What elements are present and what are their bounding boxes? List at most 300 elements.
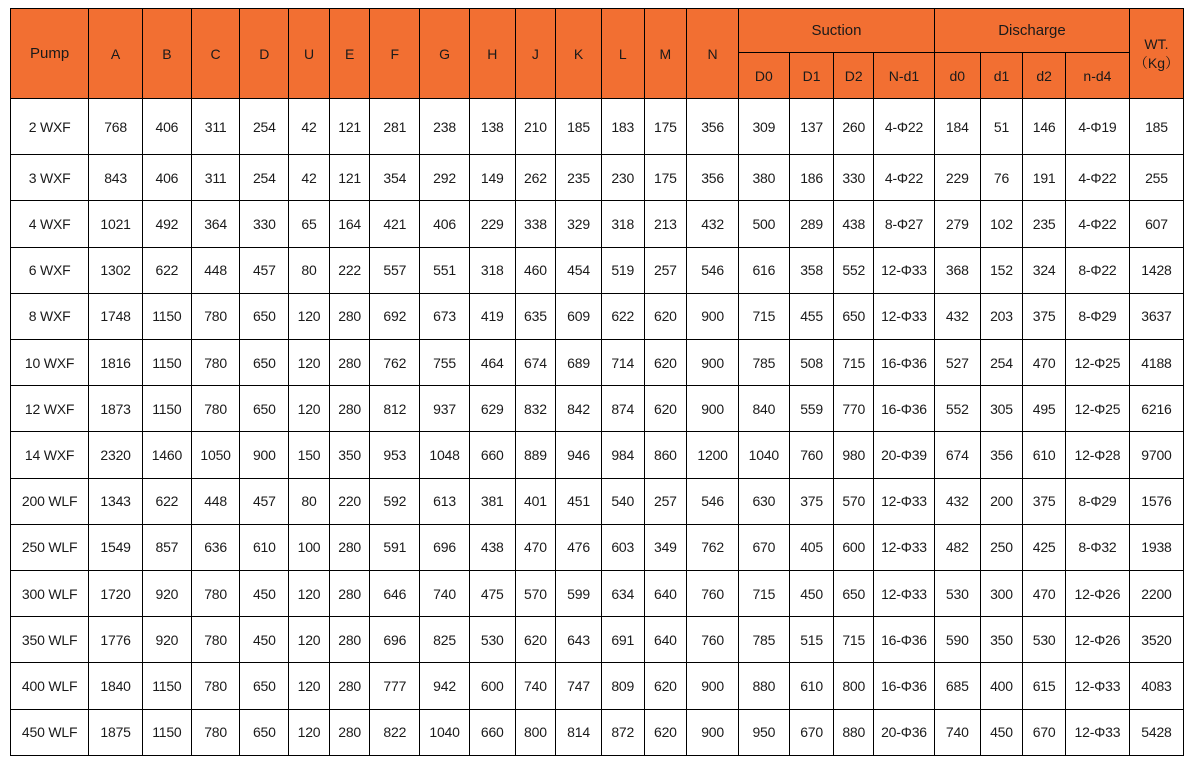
table-cell: 2200 [1129, 571, 1183, 617]
table-cell: 762 [687, 524, 739, 570]
table-cell: 812 [370, 386, 420, 432]
table-cell: 438 [469, 524, 515, 570]
table-cell: 622 [143, 478, 192, 524]
table-cell: 880 [834, 709, 874, 755]
pump-model-cell: 3 WXF [11, 155, 89, 201]
table-cell: 100 [289, 524, 330, 570]
table-row [11, 617, 1184, 663]
table-cell: 691 [601, 617, 644, 663]
table-cell: 380 [738, 155, 789, 201]
header-col-c: C [191, 9, 240, 99]
table-row [11, 571, 1184, 617]
table-cell: 622 [601, 293, 644, 339]
table-cell: 8-Φ22 [1065, 247, 1129, 293]
table-cell: 475 [469, 571, 515, 617]
header-weight-label: WT. [1144, 35, 1169, 52]
table-cell: 280 [329, 709, 370, 755]
table-cell: 670 [1023, 709, 1066, 755]
table-cell: 1150 [143, 663, 192, 709]
pump-model-cell: 4 WXF [11, 201, 89, 247]
table-cell: 920 [143, 617, 192, 663]
table-cell: 121 [329, 99, 370, 155]
table-cell: 592 [370, 478, 420, 524]
table-cell: 8-Φ27 [874, 201, 935, 247]
table-cell: 609 [556, 293, 602, 339]
table-cell: 590 [934, 617, 980, 663]
table-cell: 673 [420, 293, 470, 339]
table-cell: 203 [980, 293, 1023, 339]
header-suction-d2: D2 [834, 53, 874, 99]
table-cell: 785 [738, 617, 789, 663]
table-cell: 515 [789, 617, 834, 663]
table-cell: 470 [1023, 340, 1066, 386]
table-cell: 780 [191, 340, 240, 386]
table-cell: 432 [934, 293, 980, 339]
table-cell: 356 [980, 432, 1023, 478]
table-cell: 1302 [89, 247, 143, 293]
header-col-u: U [289, 9, 330, 99]
table-row [11, 478, 1184, 524]
table-cell: 650 [834, 571, 874, 617]
table-cell: 670 [738, 524, 789, 570]
table-cell: 406 [143, 99, 192, 155]
table-cell: 603 [601, 524, 644, 570]
table-cell: 1150 [143, 293, 192, 339]
table-cell: 650 [240, 340, 289, 386]
table-cell: 530 [469, 617, 515, 663]
table-cell: 183 [601, 99, 644, 155]
table-cell: 356 [687, 99, 739, 155]
table-cell: 508 [789, 340, 834, 386]
table-cell: 546 [687, 478, 739, 524]
table-cell: 460 [515, 247, 556, 293]
table-cell: 280 [329, 663, 370, 709]
table-cell: 80 [289, 247, 330, 293]
table-cell: 9700 [1129, 432, 1183, 478]
table-cell: 5428 [1129, 709, 1183, 755]
table-cell: 138 [469, 99, 515, 155]
table-cell: 984 [601, 432, 644, 478]
table-cell: 12-Φ26 [1065, 571, 1129, 617]
table-cell: 318 [601, 201, 644, 247]
header-col-k: K [556, 9, 602, 99]
table-cell: 8-Φ29 [1065, 293, 1129, 339]
table-cell: 1776 [89, 617, 143, 663]
table-cell: 760 [687, 617, 739, 663]
table-cell: 120 [289, 571, 330, 617]
table-cell: 832 [515, 386, 556, 432]
table-cell: 457 [240, 478, 289, 524]
table-cell: 500 [738, 201, 789, 247]
table-cell: 262 [515, 155, 556, 201]
table-cell: 455 [789, 293, 834, 339]
table-cell: 610 [1023, 432, 1066, 478]
table-cell: 1816 [89, 340, 143, 386]
table-cell: 600 [834, 524, 874, 570]
pump-model-cell: 2 WXF [11, 99, 89, 155]
table-cell: 260 [834, 99, 874, 155]
table-cell: 12-Φ33 [874, 524, 935, 570]
table-cell: 715 [834, 617, 874, 663]
table-cell: 65 [289, 201, 330, 247]
table-cell: 762 [370, 340, 420, 386]
table-cell: 780 [191, 709, 240, 755]
table-cell: 230 [601, 155, 644, 201]
table-cell: 599 [556, 571, 602, 617]
table-cell: 696 [420, 524, 470, 570]
table-cell: 450 [240, 571, 289, 617]
table-cell: 120 [289, 663, 330, 709]
table-cell: 16-Φ36 [874, 386, 935, 432]
table-cell: 438 [834, 201, 874, 247]
table-cell: 281 [370, 99, 420, 155]
table-cell: 12-Φ33 [874, 478, 935, 524]
table-cell: 492 [143, 201, 192, 247]
table-cell: 785 [738, 340, 789, 386]
table-cell: 375 [789, 478, 834, 524]
table-cell: 900 [687, 293, 739, 339]
table-cell: 591 [370, 524, 420, 570]
header-suction: Suction [738, 9, 934, 53]
table-cell: 12-Φ28 [1065, 432, 1129, 478]
table-cell: 300 [980, 571, 1023, 617]
header-col-f: F [370, 9, 420, 99]
table-cell: 715 [834, 340, 874, 386]
table-cell: 12-Φ33 [1065, 663, 1129, 709]
table-cell: 1200 [687, 432, 739, 478]
table-cell: 451 [556, 478, 602, 524]
table-cell: 570 [515, 571, 556, 617]
table-cell: 324 [1023, 247, 1066, 293]
table-cell: 620 [644, 663, 687, 709]
table-cell: 1050 [191, 432, 240, 478]
table-cell: 185 [556, 99, 602, 155]
table-cell: 809 [601, 663, 644, 709]
table-cell: 622 [143, 247, 192, 293]
table-cell: 12-Φ33 [874, 247, 935, 293]
table-cell: 4083 [1129, 663, 1183, 709]
table-cell: 280 [329, 524, 370, 570]
table-cell: 42 [289, 99, 330, 155]
table-cell: 338 [515, 201, 556, 247]
table-cell: 650 [240, 709, 289, 755]
pump-model-cell: 300 WLF [11, 571, 89, 617]
table-cell: 640 [644, 571, 687, 617]
table-cell: 120 [289, 709, 330, 755]
table-row [11, 247, 1184, 293]
table-cell: 330 [240, 201, 289, 247]
table-cell: 1549 [89, 524, 143, 570]
table-cell: 650 [240, 663, 289, 709]
table-cell: 149 [469, 155, 515, 201]
table-cell: 400 [980, 663, 1023, 709]
table-cell: 843 [89, 155, 143, 201]
table-cell: 660 [469, 432, 515, 478]
table-cell: 942 [420, 663, 470, 709]
table-cell: 1343 [89, 478, 143, 524]
table-cell: 448 [191, 247, 240, 293]
table-cell: 714 [601, 340, 644, 386]
table-cell: 1938 [1129, 524, 1183, 570]
pump-model-cell: 12 WXF [11, 386, 89, 432]
table-cell: 349 [644, 524, 687, 570]
table-cell: 519 [601, 247, 644, 293]
table-cell: 3637 [1129, 293, 1183, 339]
table-cell: 364 [191, 201, 240, 247]
table-cell: 3520 [1129, 617, 1183, 663]
table-cell: 689 [556, 340, 602, 386]
table-cell: 777 [370, 663, 420, 709]
header-col-g: G [420, 9, 470, 99]
header-suction-d1: D1 [789, 53, 834, 99]
header-row-top [11, 9, 1184, 53]
table-cell: 607 [1129, 201, 1183, 247]
table-row [11, 432, 1184, 478]
table-cell: 309 [738, 99, 789, 155]
table-cell: 685 [934, 663, 980, 709]
table-cell: 329 [556, 201, 602, 247]
table-cell: 8-Φ32 [1065, 524, 1129, 570]
table-cell: 254 [980, 340, 1023, 386]
table-row [11, 293, 1184, 339]
table-cell: 254 [240, 155, 289, 201]
table-cell: 780 [191, 663, 240, 709]
table-cell: 292 [420, 155, 470, 201]
table-cell: 8-Φ29 [1065, 478, 1129, 524]
table-cell: 16-Φ36 [874, 617, 935, 663]
table-cell: 2320 [89, 432, 143, 478]
table-cell: 448 [191, 478, 240, 524]
table-cell: 1428 [1129, 247, 1183, 293]
header-weight-unit: （Kg） [1133, 54, 1180, 71]
table-cell: 552 [934, 386, 980, 432]
table-cell: 250 [980, 524, 1023, 570]
table-cell: 557 [370, 247, 420, 293]
table-cell: 213 [644, 201, 687, 247]
table-cell: 375 [1023, 293, 1066, 339]
table-cell: 450 [980, 709, 1023, 755]
table-row [11, 709, 1184, 755]
table-cell: 280 [329, 571, 370, 617]
table-cell: 760 [687, 571, 739, 617]
table-cell: 630 [738, 478, 789, 524]
table-cell: 280 [329, 340, 370, 386]
table-cell: 470 [515, 524, 556, 570]
table-cell: 289 [789, 201, 834, 247]
table-cell: 184 [934, 99, 980, 155]
table-cell: 1048 [420, 432, 470, 478]
table-cell: 358 [789, 247, 834, 293]
table-cell: 696 [370, 617, 420, 663]
table-cell: 4-Φ22 [874, 99, 935, 155]
table-cell: 368 [934, 247, 980, 293]
table-cell: 4-Φ22 [874, 155, 935, 201]
table-cell: 1040 [420, 709, 470, 755]
table-cell: 1150 [143, 709, 192, 755]
table-cell: 780 [191, 293, 240, 339]
table-header [11, 9, 1184, 99]
table-body [11, 99, 1184, 756]
table-cell: 900 [687, 709, 739, 755]
table-cell: 530 [1023, 617, 1066, 663]
table-cell: 16-Φ36 [874, 663, 935, 709]
table-cell: 280 [329, 617, 370, 663]
table-cell: 715 [738, 571, 789, 617]
table-cell: 279 [934, 201, 980, 247]
table-cell: 692 [370, 293, 420, 339]
table-cell: 350 [329, 432, 370, 478]
table-cell: 20-Φ36 [874, 709, 935, 755]
table-cell: 80 [289, 478, 330, 524]
pump-model-cell: 8 WXF [11, 293, 89, 339]
table-cell: 12-Φ25 [1065, 386, 1129, 432]
table-cell: 356 [687, 155, 739, 201]
table-cell: 350 [980, 617, 1023, 663]
table-row [11, 386, 1184, 432]
table-cell: 229 [934, 155, 980, 201]
table-cell: 755 [420, 340, 470, 386]
table-cell: 6216 [1129, 386, 1183, 432]
table-cell: 280 [329, 293, 370, 339]
table-cell: 620 [644, 293, 687, 339]
table-cell: 660 [469, 709, 515, 755]
table-cell: 650 [240, 293, 289, 339]
table-cell: 613 [420, 478, 470, 524]
table-cell: 152 [980, 247, 1023, 293]
pump-model-cell: 400 WLF [11, 663, 89, 709]
table-cell: 425 [1023, 524, 1066, 570]
table-row [11, 524, 1184, 570]
table-cell: 1875 [89, 709, 143, 755]
pump-model-cell: 450 WLF [11, 709, 89, 755]
table-cell: 1150 [143, 340, 192, 386]
table-cell: 4-Φ19 [1065, 99, 1129, 155]
table-cell: 164 [329, 201, 370, 247]
table-cell: 146 [1023, 99, 1066, 155]
header-col-j: J [515, 9, 556, 99]
table-cell: 740 [420, 571, 470, 617]
table-cell: 238 [420, 99, 470, 155]
table-cell: 889 [515, 432, 556, 478]
table-cell: 175 [644, 155, 687, 201]
table-cell: 257 [644, 478, 687, 524]
table-cell: 12-Φ25 [1065, 340, 1129, 386]
table-cell: 872 [601, 709, 644, 755]
table-cell: 610 [240, 524, 289, 570]
table-cell: 900 [687, 340, 739, 386]
table-row [11, 663, 1184, 709]
table-cell: 222 [329, 247, 370, 293]
table-cell: 12-Φ33 [874, 571, 935, 617]
pump-model-cell: 250 WLF [11, 524, 89, 570]
table-cell: 1840 [89, 663, 143, 709]
table-cell: 747 [556, 663, 602, 709]
table-cell: 840 [738, 386, 789, 432]
table-cell: 235 [556, 155, 602, 201]
table-cell: 482 [934, 524, 980, 570]
table-cell: 715 [738, 293, 789, 339]
table-cell: 620 [644, 340, 687, 386]
table-cell: 780 [191, 617, 240, 663]
table-cell: 137 [789, 99, 834, 155]
header-discharge-d0: d0 [934, 53, 980, 99]
table-cell: 42 [289, 155, 330, 201]
table-cell: 280 [329, 386, 370, 432]
table-cell: 900 [240, 432, 289, 478]
table-cell: 220 [329, 478, 370, 524]
table-cell: 470 [1023, 571, 1066, 617]
table-cell: 354 [370, 155, 420, 201]
table-cell: 780 [191, 571, 240, 617]
pump-model-cell: 14 WXF [11, 432, 89, 478]
table-cell: 375 [1023, 478, 1066, 524]
table-cell: 1150 [143, 386, 192, 432]
table-cell: 874 [601, 386, 644, 432]
table-cell: 457 [240, 247, 289, 293]
table-cell: 1460 [143, 432, 192, 478]
table-cell: 559 [789, 386, 834, 432]
table-cell: 406 [420, 201, 470, 247]
header-pump: Pump [11, 9, 89, 99]
header-col-b: B [143, 9, 192, 99]
table-cell: 636 [191, 524, 240, 570]
table-cell: 318 [469, 247, 515, 293]
table-cell: 610 [789, 663, 834, 709]
table-cell: 1720 [89, 571, 143, 617]
table-cell: 800 [515, 709, 556, 755]
table-cell: 20-Φ39 [874, 432, 935, 478]
table-cell: 405 [789, 524, 834, 570]
table-cell: 900 [687, 386, 739, 432]
table-cell: 102 [980, 201, 1023, 247]
table-cell: 330 [834, 155, 874, 201]
table-cell: 570 [834, 478, 874, 524]
header-col-m: M [644, 9, 687, 99]
header-suction-d0: D0 [738, 53, 789, 99]
table-cell: 670 [789, 709, 834, 755]
header-col-d: D [240, 9, 289, 99]
table-cell: 419 [469, 293, 515, 339]
table-cell: 311 [191, 155, 240, 201]
table-cell: 674 [515, 340, 556, 386]
pump-model-cell: 10 WXF [11, 340, 89, 386]
table-cell: 857 [143, 524, 192, 570]
header-col-l: L [601, 9, 644, 99]
table-cell: 643 [556, 617, 602, 663]
table-cell: 768 [89, 99, 143, 155]
table-cell: 920 [143, 571, 192, 617]
table-cell: 640 [644, 617, 687, 663]
header-discharge-d1: d1 [980, 53, 1023, 99]
table-cell: 1748 [89, 293, 143, 339]
table-cell: 120 [289, 617, 330, 663]
table-cell: 16-Φ36 [874, 340, 935, 386]
table-cell: 800 [834, 663, 874, 709]
table-cell: 4188 [1129, 340, 1183, 386]
table-cell: 880 [738, 663, 789, 709]
table-cell: 191 [1023, 155, 1066, 201]
table-cell: 650 [240, 386, 289, 432]
table-cell: 1576 [1129, 478, 1183, 524]
table-cell: 634 [601, 571, 644, 617]
table-cell: 674 [934, 432, 980, 478]
table-cell: 235 [1023, 201, 1066, 247]
table-cell: 381 [469, 478, 515, 524]
table-cell: 646 [370, 571, 420, 617]
table-cell: 635 [515, 293, 556, 339]
table-cell: 210 [515, 99, 556, 155]
table-cell: 760 [789, 432, 834, 478]
